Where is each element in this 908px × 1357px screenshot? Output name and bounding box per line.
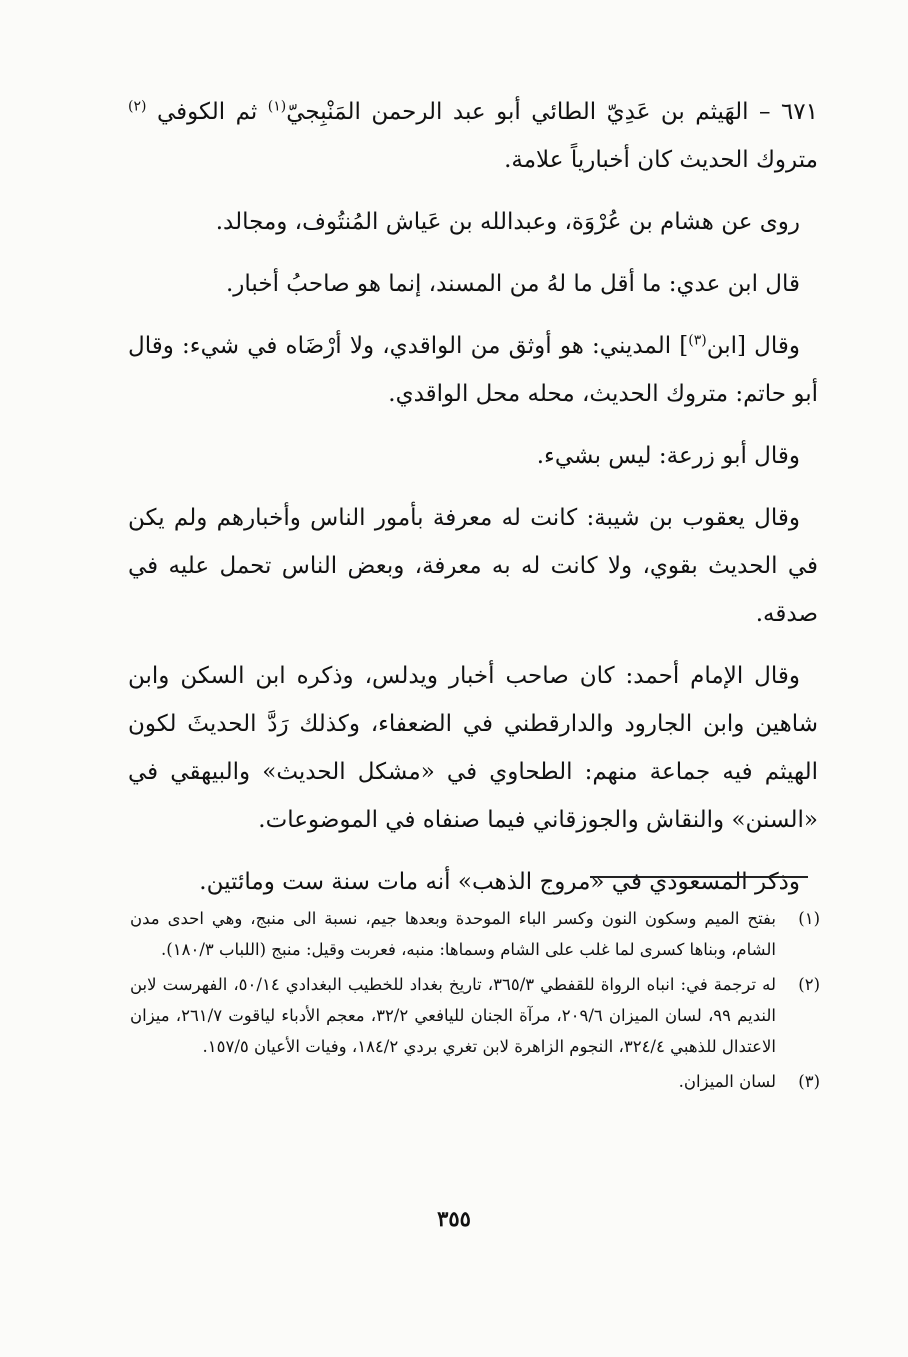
- footnote-text: بفتح الميم وسكون النون وكسر الباء الموحدة وبعدها جيم، نسبة الى منبج، وهي احدى مدن الشام، وبناها كسرى لما غلب على الشام وسماها: منبه، فعربت وقيل: منبج (اللباب ١٨٠/٣).: [130, 909, 776, 959]
- entry-tail-text: متروك الحديث كان أخبارياً علامة.: [504, 147, 818, 173]
- footnote-text: لسان الميزان.: [678, 1072, 776, 1091]
- entry-heading: [128, 88, 818, 184]
- footnote-ref-2: (٢): [128, 98, 147, 115]
- footnote-ref-1: (١): [267, 98, 287, 115]
- footnote-3: [130, 1066, 820, 1097]
- footnote-ref-3: (٣): [688, 332, 707, 349]
- madini-post: ] المديني: هو أوثق من الواقدي، ولا أرْضَاه في شيء: وقال أبو حاتم: متروك الحديث، محله محل الواقدي.: [128, 333, 818, 407]
- main-text: [128, 88, 818, 920]
- page-number: ٣٥٥: [437, 1206, 471, 1231]
- footnote-separator: [590, 876, 808, 878]
- paragraph-yaqub: وقال يعقوب بن شيبة: كانت له معرفة بأمور الناس وأخبارهم ولم يكن في الحديث بقوي، ولا كانت له به معرفة، وبعض الناس تحمل عليه في صدقه.: [128, 505, 818, 627]
- footnote-2: [130, 969, 820, 1062]
- footnote-number: (٢): [798, 975, 820, 994]
- entry-mid-text: ثم الكوفي: [146, 99, 268, 125]
- paragraph-narrators: روى عن هشام بن عُرْوَة، وعبدالله بن عَياش المُنتُوف، ومجالد.: [215, 209, 800, 235]
- paragraph-ahmad: وقال الإمام أحمد: كان صاحب أخبار ويدلس، وذكره ابن السكن وابن شاهين وابن الجارود والدارقطني في الضعفاء، وكذلك رَدَّ الحديثَ لكون الهيثم فيه جماعة منهم: الطحاوي في «مشكل الحديث» والبيهقي في «السنن» والنقاش والجوزقاني فيما صنفاه في الموضوعات.: [128, 663, 818, 833]
- paragraph-ibn-adi: قال ابن عدي: ما أقل ما لهُ من المسند، إنما هو صاحبُ أخبار.: [226, 271, 800, 297]
- madini-pre: وقال [ابن: [706, 333, 800, 359]
- footnote-text: له ترجمة في: انباه الرواة للقفطي ٣٦٥/٣، تاريخ بغداد للخطيب البغدادي ٥٠/١٤، الفهرست لابن النديم ٩٩، لسان الميزان ٢٠٩/٦، مرآة الجنان لليافعي ٣٢/٢، معجم الأدباء لياقوت ٢٦١/٧، ميزان الاعتدال للذهبي ٣٢٤/٤، النجوم الزاهرة لابن تغري بردي ١٨٤/٢، وفيات الأعيان ١٥٧/٥.: [130, 975, 776, 1056]
- paragraph-abu-zura: وقال أبو زرعة: ليس بشيء.: [536, 443, 800, 469]
- footnote-1: [130, 903, 820, 965]
- paragraph-madini: [128, 322, 818, 418]
- footnote-number: (١): [798, 909, 820, 928]
- entry-head-text: ٦٧١ – الهَيثم بن عَدِيّ الطائي أبو عبد الرحمن المَنْبِجيّ: [286, 99, 819, 125]
- footnotes: [130, 903, 820, 1101]
- footnote-number: (٣): [798, 1072, 820, 1091]
- paragraph-masudi: وذكر المسعودي في «مروج الذهب» أنه مات سنة ست ومائتين.: [199, 869, 800, 895]
